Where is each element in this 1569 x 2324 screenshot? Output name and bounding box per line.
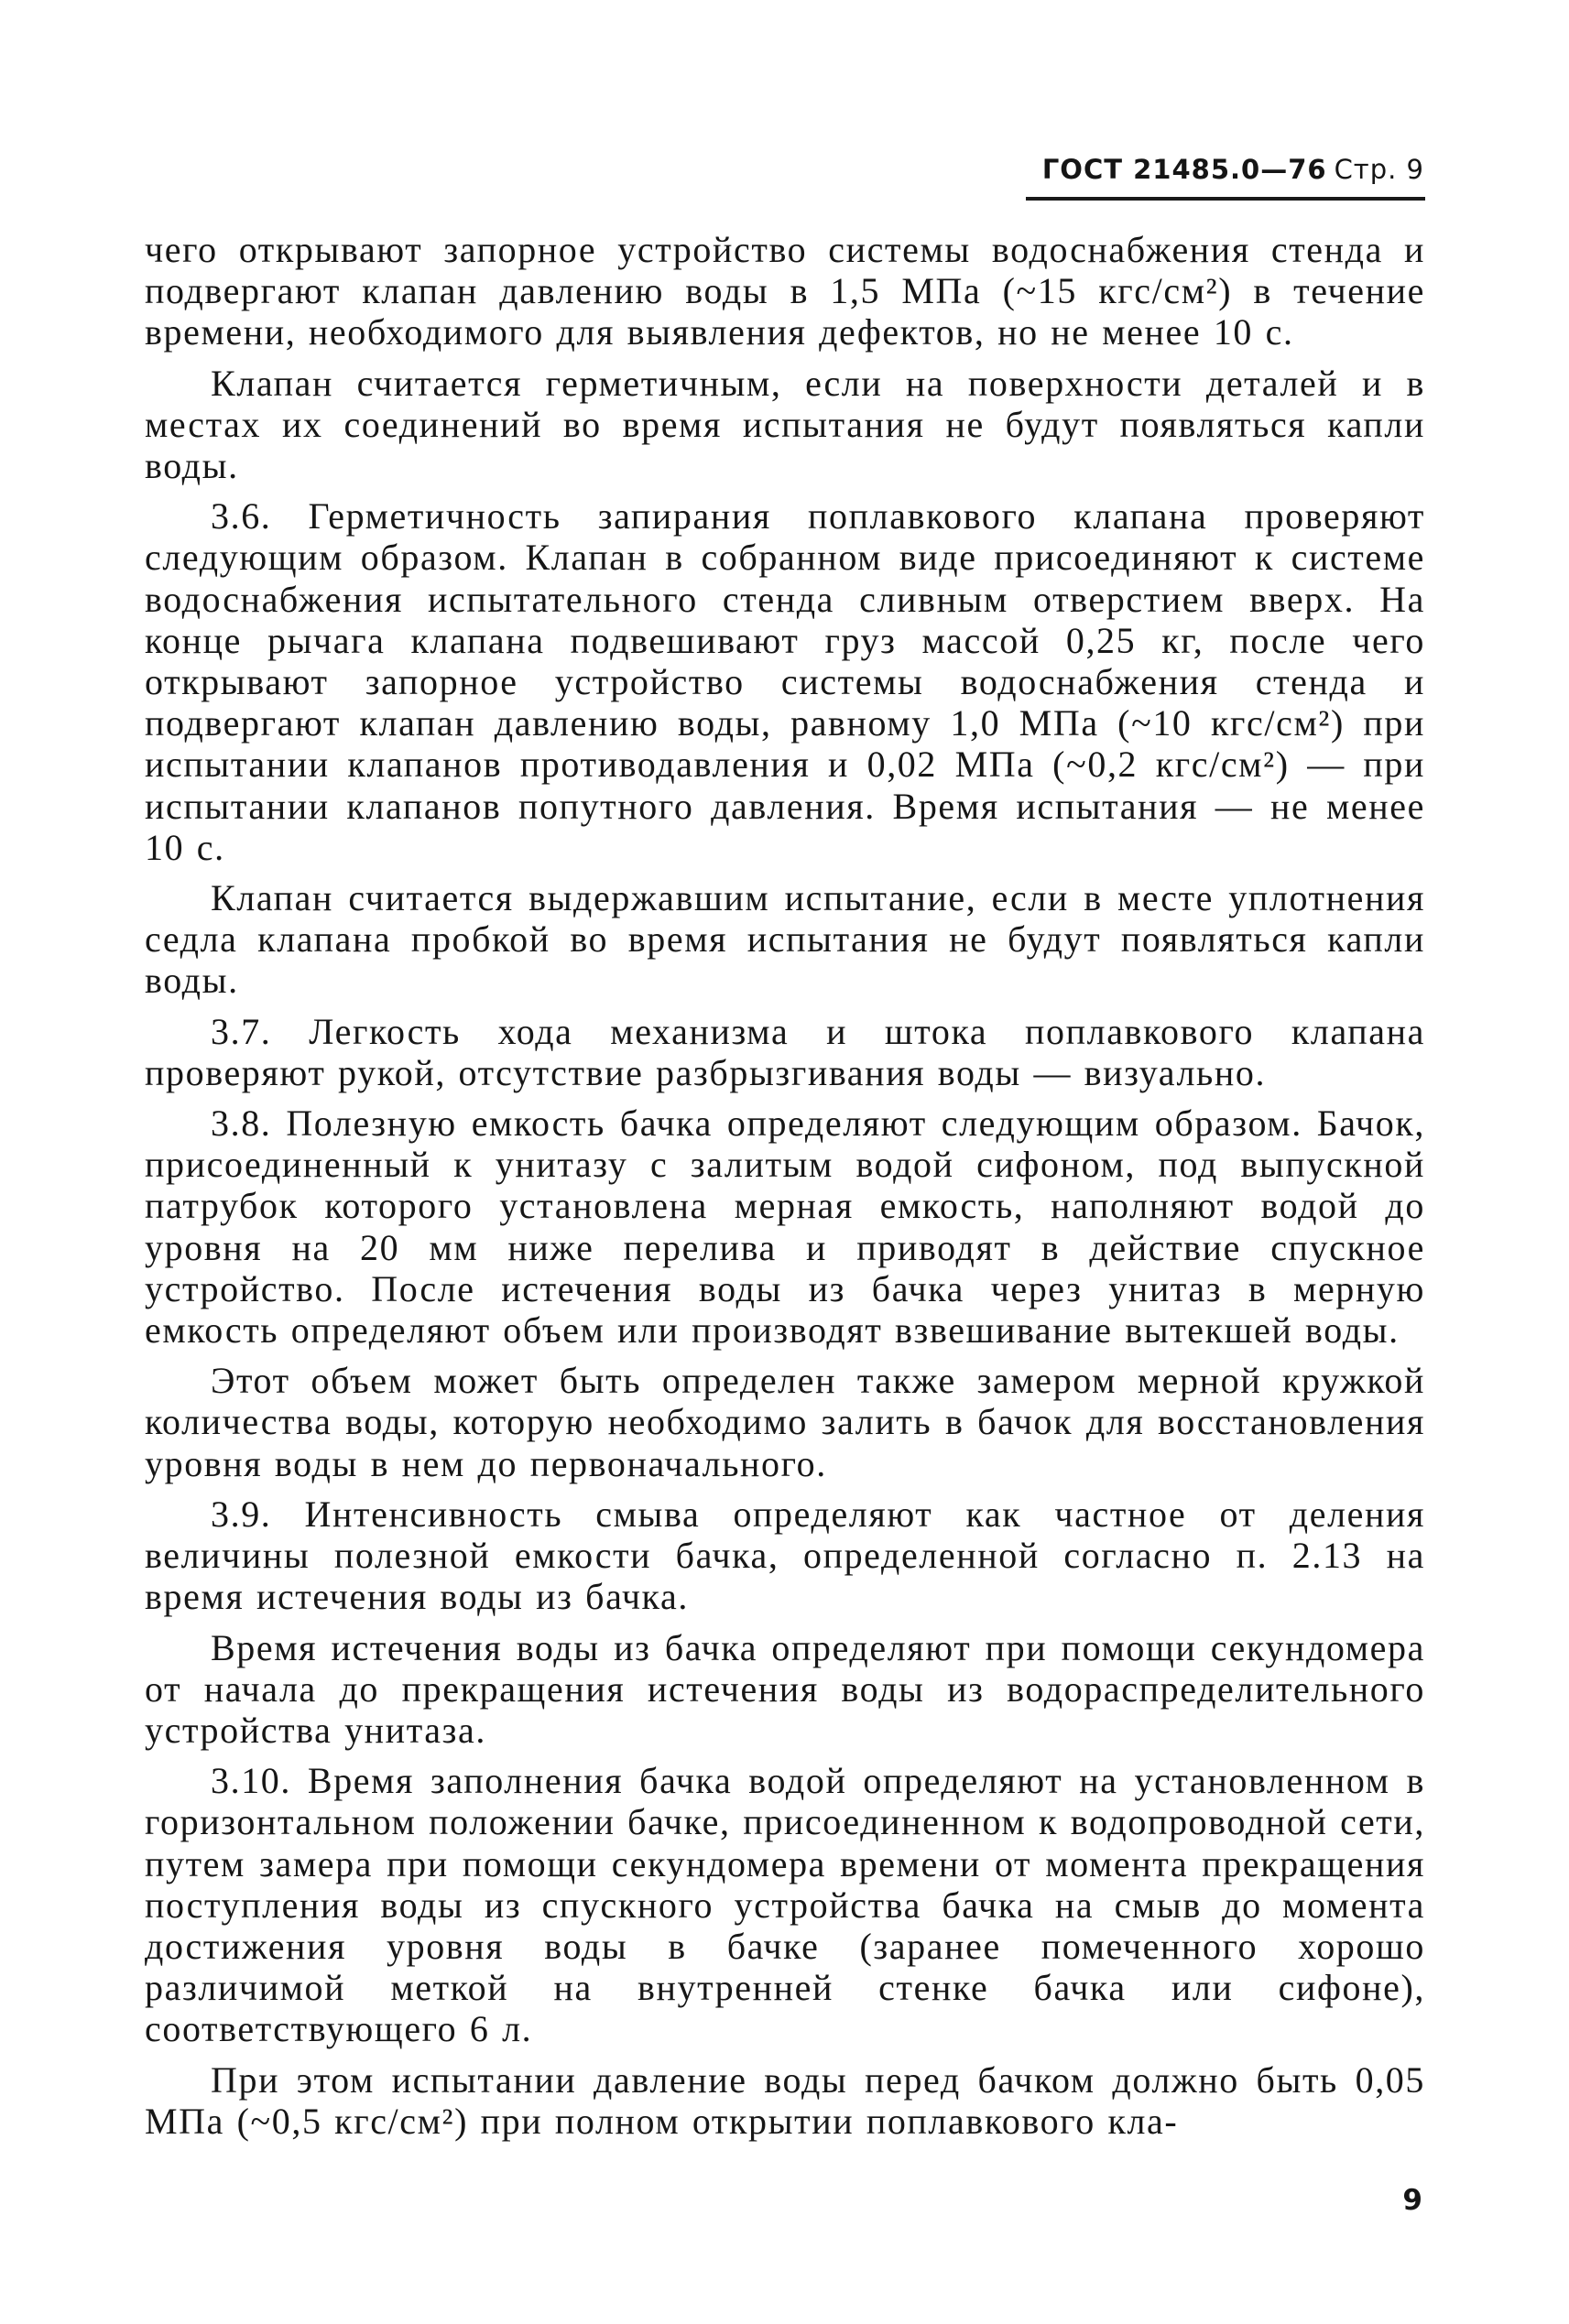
clause-3-9: 3.9. Интенсивность смыва определяют как частное от деления величины полезной емкости бачка, определенной согласно п. 2.13 на время истечения воды из бачка. <box>145 1493 1425 1618</box>
clause-3-7: 3.7. Легкость хода механизма и штока поплавкового клапана проверяют рукой, отсутствие разбрызгивания воды — визуально. <box>145 1010 1425 1093</box>
body-text <box>145 229 1425 2151</box>
clause-3-8: 3.8. Полезную емкость бачка определяют следующим образом. Бачок, присоединенный к унитазу с залитым водой сифоном, под выпускной патрубок которого установлена мерная емкость, наполняют водой до уровня на 20 мм ниже перелива и приводят в действие спускное устройство. После истечения воды из бачка через унитаз в мерную емкость определяют объем или производят взвешивание вытекшей воды. <box>145 1102 1425 1352</box>
paragraph: Клапан считается выдержавшим испытание, если в месте уплотнения седла клапана пробкой во время испытания не будут появляться капли воды. <box>145 877 1425 1002</box>
paragraph: Клапан считается герметичным, если на поверхности деталей и в местах их соединений во время испытания не будут появляться капли воды. <box>145 362 1425 487</box>
clause-3-10: 3.10. Время заполнения бачка водой определяют на установленном в горизонтальном положении бачке, присоединенном к водопроводной сети, путем замера при помощи секундомера времени от момента прекращения поступления воды из спускного устройства бачка на смыв до момента достижения уровня воды в бачке (заранее помеченного хорошо различимой меткой на внутренней стенке бачка или сифоне), соответствующего 6 л. <box>145 1760 1425 2050</box>
paragraph-continuation: чего открывают запорное устройство системы водоснабжения стенда и подвергают клапан давлению воды в 1,5 МПа (~15 кгс/см²) в течение времени, необходимого для выявления дефектов, но не менее 10 с. <box>145 229 1425 353</box>
header-rule <box>1026 197 1425 201</box>
clause-3-6: 3.6. Герметичность запирания поплавкового клапана проверяют следующим образом. Клапан в собранном виде присоединяют к системе водоснабжения испытательного стенда сливным отверстием вверх. На конце рычага клапана подвешивают груз массой 0,25 кг, после чего открывают запорное устройство системы водоснабжения стенда и подвергают клапан давлению воды, равному 1,0 МПа (~10 кгс/см²) при испытании клапанов противодавления и 0,02 МПа (~0,2 кгс/см²) — при испытании клапанов попутного давления. Время испытания — не менее 10 с. <box>145 495 1425 868</box>
paragraph: При этом испытании давление воды перед бачком должно быть 0,05 МПа (~0,5 кгс/см²) при полном открытии поплавкового кла- <box>145 2058 1425 2142</box>
header-page-ref: Стр. 9 <box>1334 154 1424 185</box>
paragraph: Этот объем может быть определен также замером мерной кружкой количества воды, которую необходимо залить в бачок для восстановления уровня воды в нем до первоначального. <box>145 1360 1425 1484</box>
paragraph: Время истечения воды из бачка определяют при помощи секундомера от начала до прекращения истечения воды из водораспределительного устройства унитаза. <box>145 1626 1425 1751</box>
running-header <box>1042 154 1424 185</box>
standard-designation: ГОСТ 21485.0—76 <box>1041 154 1327 185</box>
page-number: 9 <box>1402 2184 1422 2217</box>
